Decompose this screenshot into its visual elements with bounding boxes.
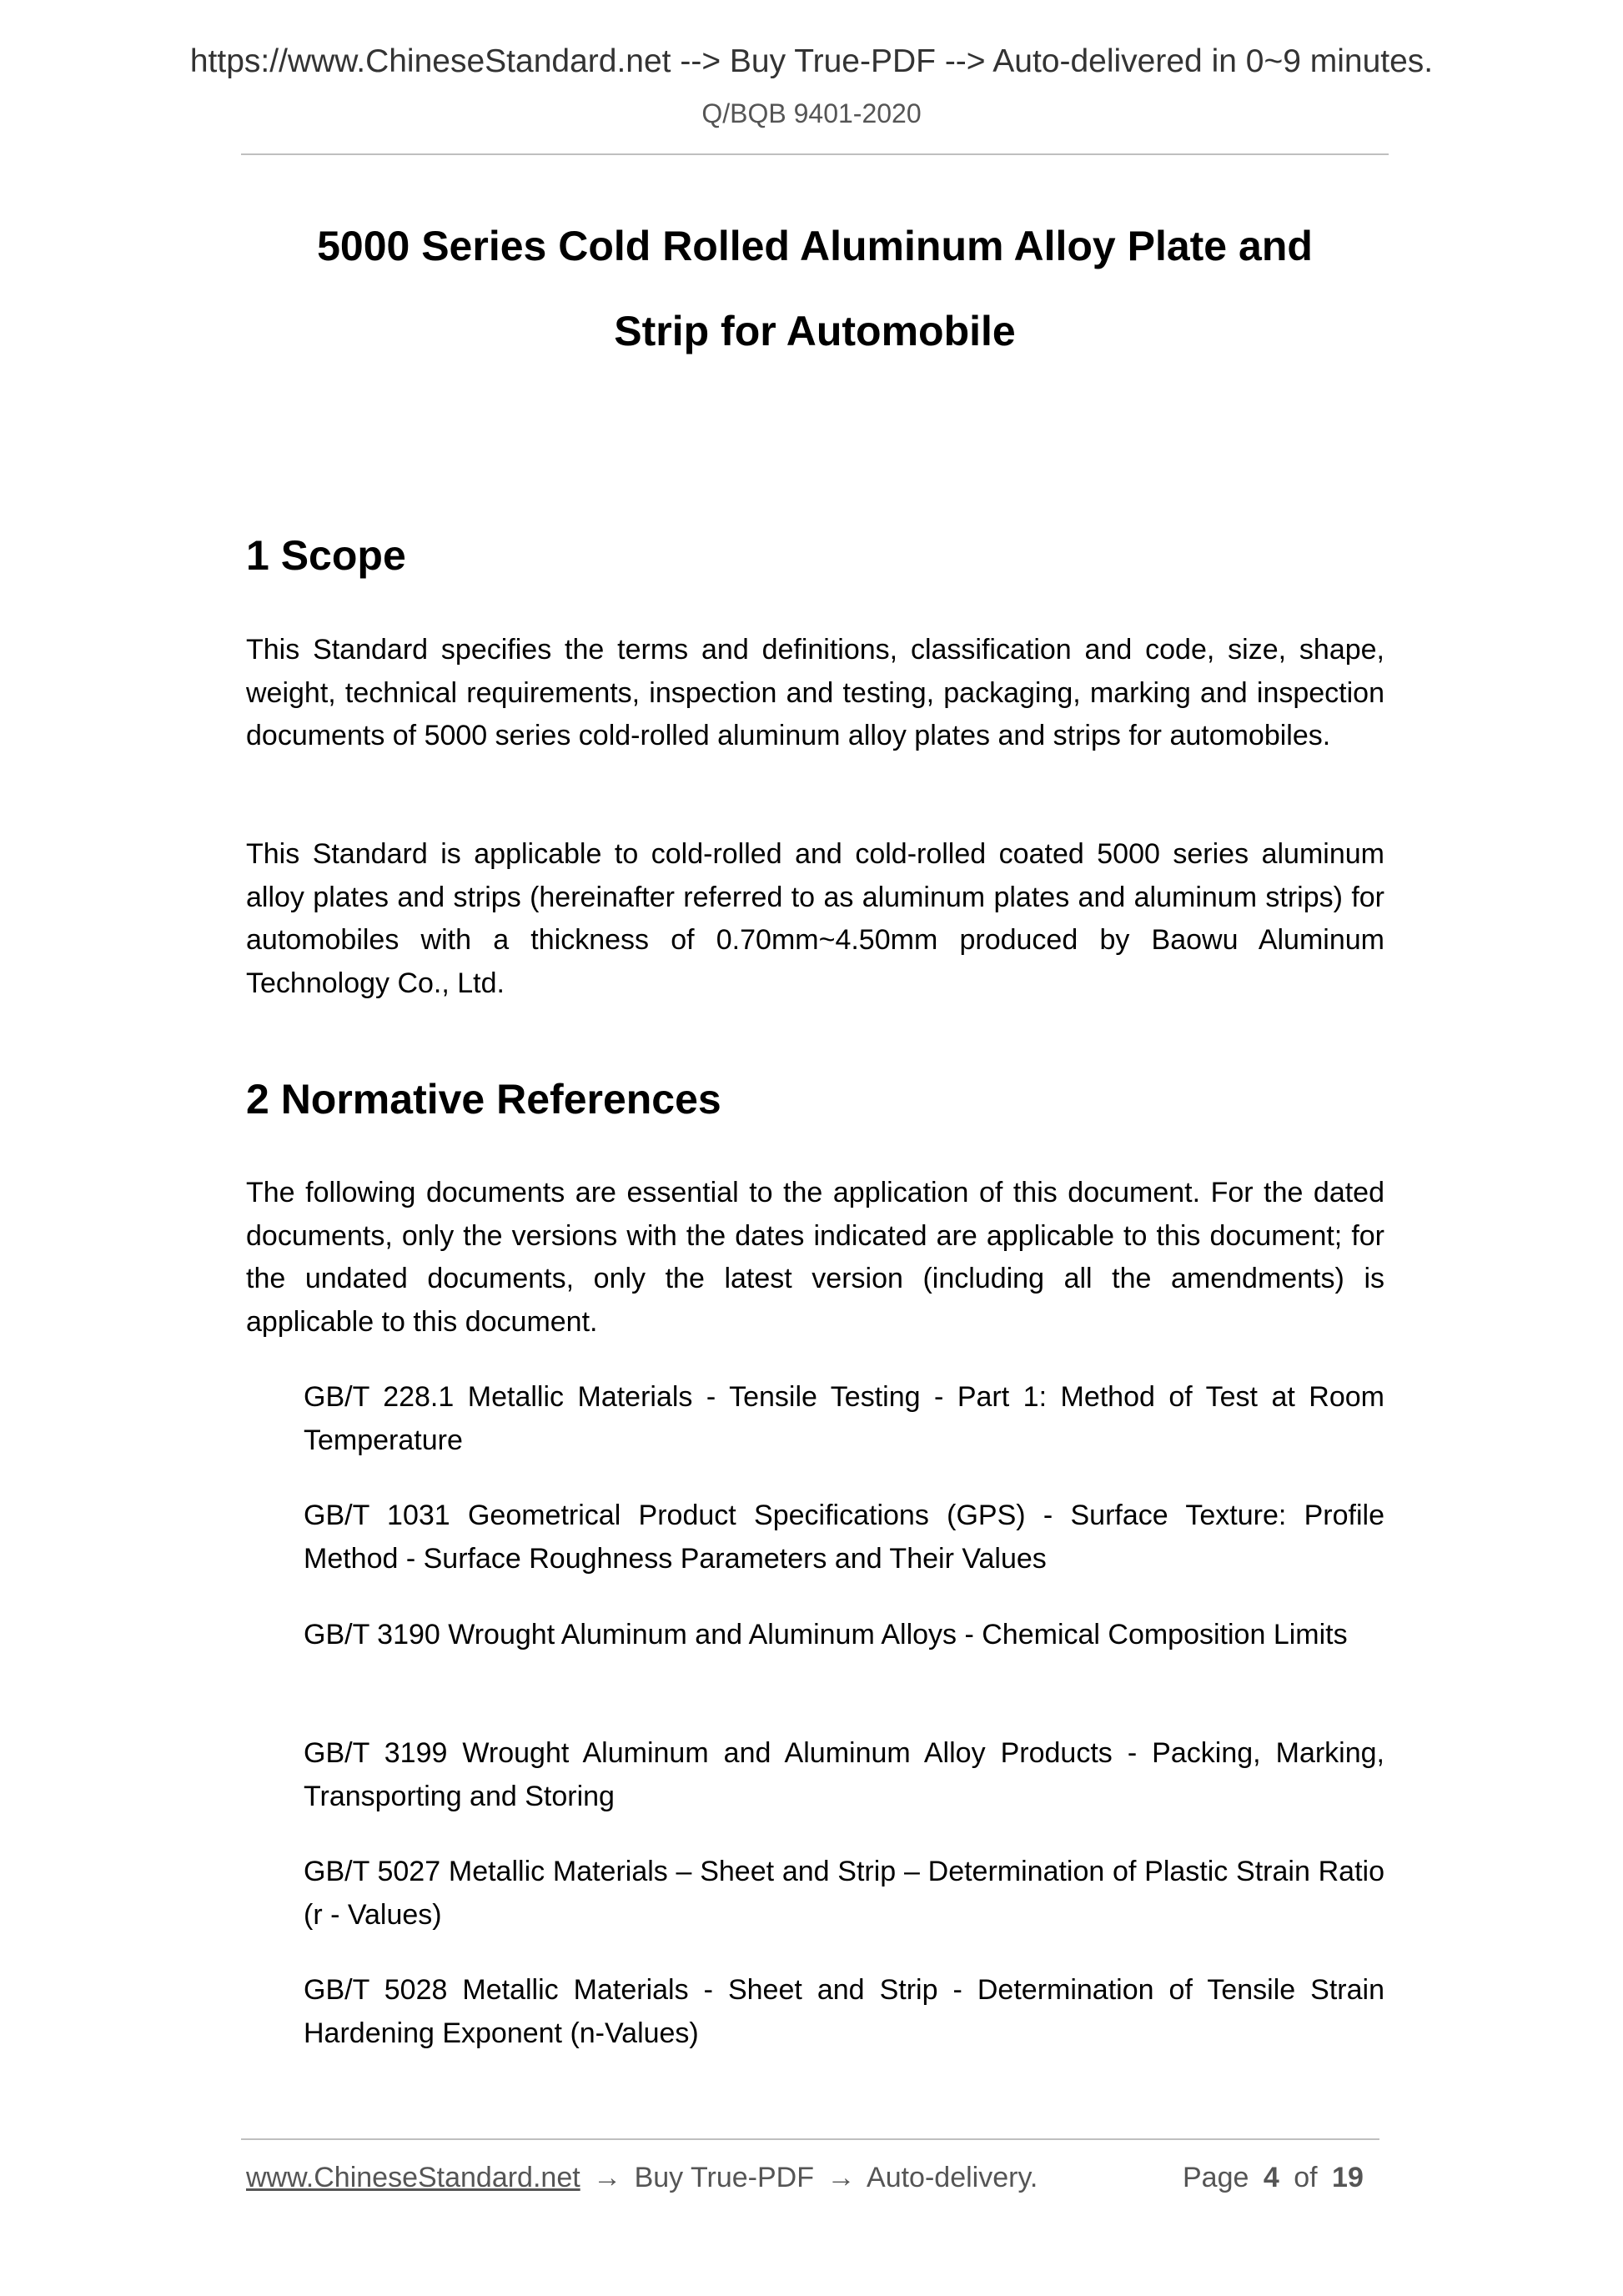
- document-title-line-1: 5000 Series Cold Rolled Aluminum Alloy Plate and: [317, 223, 1313, 269]
- reference-item: GB/T 3199 Wrought Aluminum and Aluminum Alloy Products - Packing, Marking, Transporting and Storing: [304, 1737, 1384, 1812]
- reference-item: GB/T 1031 Geometrical Product Specifications (GPS) - Surface Texture: Profile Method - Surface Roughness Parameters and Their Values: [304, 1500, 1384, 1575]
- page-of-label: of: [1294, 2162, 1318, 2193]
- reference-item: GB/T 228.1 Metallic Materials - Tensile Testing - Part 1: Method of Test at Room Temperature: [304, 1381, 1384, 1456]
- scope-paragraph-1: This Standard specifies the terms and definitions, classification and code, size, shape, weight, technical requirements, inspection and testing, packaging, marking and inspection documents of 5000 series cold-rolled aluminum alloy plates and strips for automobiles.: [246, 634, 1384, 751]
- reference-item: GB/T 5028 Metallic Materials - Sheet and Strip - Determination of Tensile Strain Hardening Exponent (n-Values): [304, 1974, 1384, 2049]
- page-label: Page: [1183, 2162, 1249, 2193]
- document-title-line-2: Strip for Automobile: [614, 308, 1016, 354]
- references-intro-paragraph: The following documents are essential to the application of this document. For the dated documents, only the versions with the dates indicated are applicable to this document; for the undated documents, only the latest version (including all the amendments) is applicable to this document.: [246, 1177, 1384, 1338]
- arrow-right-icon: →: [593, 2162, 622, 2193]
- reference-item: GB/T 5027 Metallic Materials – Sheet and Strip – Determination of Plastic Strain Ratio (r - Values): [304, 1856, 1384, 1931]
- footer-promo: [246, 2162, 1038, 2194]
- reference-item: GB/T 3190 Wrought Aluminum and Aluminum Alloys - Chemical Composition Limits: [304, 1619, 1348, 1650]
- scope-paragraph-2: This Standard is applicable to cold-rolled and cold-rolled coated 5000 series aluminum alloy plates and strips (hereinafter referred to as aluminum plates and aluminum strips) for automobiles with a thickness of 0.70mm~4.50mm produced by Baowu Aluminum Technology Co., Ltd.: [246, 838, 1384, 999]
- header-divider: [241, 153, 1389, 155]
- arrow-right-icon: →: [827, 2162, 856, 2193]
- section-heading-normative-references: 2 Normative References: [246, 1076, 721, 1123]
- promo-banner[interactable]: https://www.ChineseStandard.net --> Buy True-PDF --> Auto-delivered in 0~9 minutes.: [189, 43, 1434, 79]
- page-total: 19: [1332, 2162, 1364, 2193]
- document-code: Q/BQB 9401-2020: [701, 98, 922, 128]
- footer-delivery-text: Auto-delivery.: [867, 2162, 1038, 2193]
- footer-buy-text: Buy True-PDF: [634, 2162, 814, 2193]
- section-heading-scope: 1 Scope: [246, 532, 406, 579]
- footer-divider: [241, 2138, 1379, 2140]
- footer-website-link[interactable]: www.ChineseStandard.net: [246, 2162, 580, 2193]
- page-current: 4: [1263, 2162, 1279, 2193]
- page-number: [1183, 2162, 1370, 2194]
